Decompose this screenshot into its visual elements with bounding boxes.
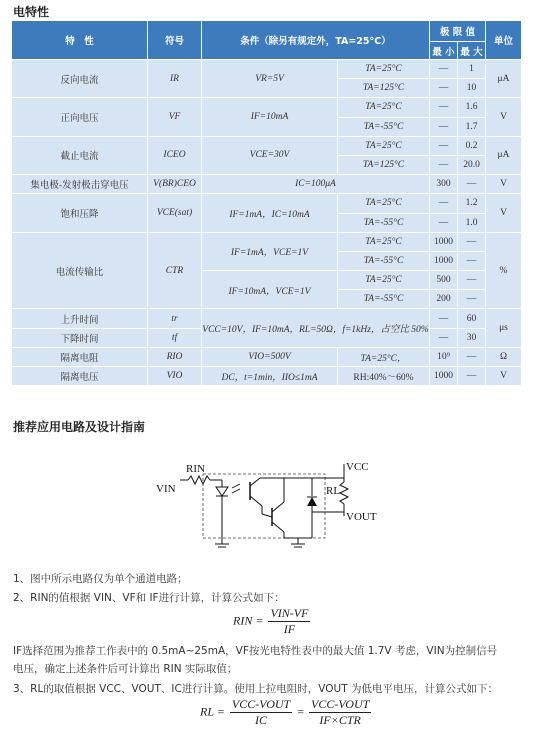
condition-cell: IF=10mA bbox=[202, 98, 338, 136]
param-cell: 隔离电阻 bbox=[12, 347, 148, 366]
min-cell: — bbox=[430, 328, 458, 347]
table-row bbox=[12, 175, 522, 194]
diode-icon bbox=[307, 497, 317, 506]
condition-cell: IC=100μA bbox=[202, 175, 430, 194]
vcc-label: VCC bbox=[346, 461, 369, 473]
min-cell: — bbox=[430, 79, 458, 98]
min-cell: — bbox=[430, 309, 458, 328]
unit-cell: V bbox=[486, 98, 522, 136]
formula-rin-lhs: RIN = bbox=[233, 613, 264, 628]
unit-cell: μA bbox=[486, 60, 522, 98]
max-cell: 60 bbox=[458, 309, 486, 328]
max-cell: 20.0 bbox=[458, 155, 486, 174]
formula-rl-equals: = bbox=[297, 704, 304, 719]
max-cell: 1.0 bbox=[458, 213, 486, 232]
max-cell: 0.2 bbox=[458, 136, 486, 155]
formula-rl-numerator-1: VCC-VOUT bbox=[231, 697, 291, 711]
unit-cell: μA bbox=[486, 136, 522, 174]
vin-label: VIN bbox=[156, 483, 176, 495]
param-cell: 饱和压降 bbox=[12, 194, 148, 232]
table-row bbox=[12, 194, 522, 213]
min-cell: — bbox=[430, 136, 458, 155]
rl-label: RL bbox=[326, 485, 341, 497]
max-cell: 1.7 bbox=[458, 117, 486, 136]
condition-cell: DC，t=1min，IIO≤1mA bbox=[202, 367, 338, 386]
temp-cell: TA=-55°C bbox=[338, 117, 430, 136]
param-cell: 反向电流 bbox=[12, 60, 148, 98]
min-cell: 200 bbox=[430, 290, 458, 309]
param-cell: 上升时间 bbox=[12, 309, 148, 328]
table-row bbox=[12, 98, 522, 117]
condition-cell: IF=1mA，VCE=1V bbox=[202, 232, 338, 270]
section-title-electrical: 电特性 bbox=[13, 5, 50, 19]
header-max: 最 大 bbox=[458, 42, 486, 60]
table-row bbox=[12, 309, 522, 328]
condition-cell: VIO=500V bbox=[202, 347, 338, 366]
symbol-cell: IR bbox=[148, 60, 202, 98]
temp-cell: TA=25°C bbox=[338, 136, 430, 155]
min-cell: — bbox=[430, 194, 458, 213]
formula-rin-denominator: IF bbox=[283, 622, 296, 636]
symbol-cell: VF bbox=[148, 98, 202, 136]
symbol-cell: VIO bbox=[148, 367, 202, 386]
max-cell: — bbox=[458, 367, 486, 386]
table-row bbox=[12, 60, 522, 79]
min-cell: 1000 bbox=[430, 232, 458, 251]
max-cell: 1.6 bbox=[458, 98, 486, 117]
max-cell: — bbox=[458, 251, 486, 270]
formula-rl-denominator-2: IF×CTR bbox=[319, 713, 361, 727]
condition-cell: IF=10mA，VCE=1V bbox=[202, 271, 338, 309]
temp-cell: TA=25°C bbox=[338, 271, 430, 290]
condition-cell: VCC=10V，IF=10mA，RL=50Ω，f=1kHz，占空比 50% bbox=[202, 309, 430, 347]
header-limits: 极 限 值 bbox=[430, 21, 486, 42]
temp-cell: TA=25°C bbox=[338, 232, 430, 251]
header-conditions: 条件（除另有规定外，TA=25°C） bbox=[202, 21, 430, 60]
unit-cell: μs bbox=[486, 309, 522, 347]
condition-cell: IF=1mA，IC=10mA bbox=[202, 194, 338, 232]
param-cell: 截止电流 bbox=[12, 136, 148, 174]
param-cell: 隔离电压 bbox=[12, 367, 148, 386]
temp-cell: TA=125°C bbox=[338, 155, 430, 174]
symbol-cell: V(BR)CEO bbox=[148, 175, 202, 194]
min-cell: — bbox=[430, 117, 458, 136]
note-4: 3、RL的取值根据 VCC、VOUT、IC进行计算。使用上拉电阻时，VOUT 为低电平电压，计算公式如下： bbox=[13, 683, 498, 695]
min-cell: 1000 bbox=[430, 251, 458, 270]
condition-cell: VCE=30V bbox=[202, 136, 338, 174]
section-title-application: 推荐应用电路及设计指南 bbox=[13, 420, 146, 434]
note-2: 2、RIN的值根据 VIN、VF和 IF进行计算，计算公式如下： bbox=[13, 592, 285, 604]
table-row bbox=[12, 347, 522, 366]
header-unit: 单位 bbox=[486, 21, 522, 60]
min-cell: 1000 bbox=[430, 367, 458, 386]
symbol-cell: VCE(sat) bbox=[148, 194, 202, 232]
note-3a: IF选择范围为推荐工作表中的 0.5mA~25mA，VF按光电特性表中的最大值 1.7V 考虑，VIN为控制信号 bbox=[13, 645, 498, 657]
condition-cell: VR=5V bbox=[202, 60, 338, 98]
rl-resistor bbox=[340, 482, 348, 504]
param-cell: 电流传输比 bbox=[12, 232, 148, 309]
symbol-cell: tr bbox=[148, 309, 202, 328]
param-cell: 下降时间 bbox=[12, 328, 148, 347]
symbol-cell: ICEO bbox=[148, 136, 202, 174]
package-outline bbox=[203, 474, 325, 538]
application-circuit-diagram bbox=[150, 454, 390, 550]
symbol-cell: tf bbox=[148, 328, 202, 347]
note-3b: 电压，确定上述条件后可计算出 RIN 实际取值； bbox=[13, 663, 238, 675]
unit-cell: V bbox=[486, 175, 522, 194]
symbol-cell: RIO bbox=[148, 347, 202, 366]
table-row bbox=[12, 136, 522, 155]
max-cell: — bbox=[458, 232, 486, 251]
formula-rin-numerator: VIN-VF bbox=[270, 606, 309, 620]
unit-cell: Ω bbox=[486, 347, 522, 366]
vout-label: VOUT bbox=[346, 511, 377, 523]
temp-cell: TA=25°C， bbox=[338, 347, 430, 366]
temp-cell: TA=25°C bbox=[338, 98, 430, 117]
min-cell: 10⁹ bbox=[430, 347, 458, 366]
header-symbol: 符号 bbox=[148, 21, 202, 60]
param-cell: 集电极-发射极击穿电压 bbox=[12, 175, 148, 194]
electrical-characteristics-table bbox=[11, 20, 522, 386]
rin-label: RIN bbox=[186, 463, 205, 475]
formula-rl-numerator-2: VCC-VOUT bbox=[310, 697, 370, 711]
max-cell: 1 bbox=[458, 60, 486, 79]
rin-resistor bbox=[188, 476, 210, 484]
temp-cell: TA=-55°C bbox=[338, 251, 430, 270]
max-cell: — bbox=[458, 175, 486, 194]
unit-cell: V bbox=[486, 367, 522, 386]
param-cell: 正向电压 bbox=[12, 98, 148, 136]
max-cell: 10 bbox=[458, 79, 486, 98]
symbol-cell: CTR bbox=[148, 232, 202, 309]
header-param: 特 性 bbox=[12, 21, 148, 60]
min-cell: — bbox=[430, 98, 458, 117]
unit-cell: V bbox=[486, 194, 522, 232]
table-row bbox=[12, 367, 522, 386]
temp-cell: TA=-55°C bbox=[338, 290, 430, 309]
unit-cell: % bbox=[486, 232, 522, 309]
temp-cell: TA=25°C bbox=[338, 194, 430, 213]
min-cell: — bbox=[430, 60, 458, 79]
max-cell: — bbox=[458, 290, 486, 309]
min-cell: — bbox=[430, 155, 458, 174]
table-row bbox=[12, 232, 522, 251]
formula-rl bbox=[200, 697, 373, 728]
led-icon bbox=[216, 487, 228, 496]
min-cell: 500 bbox=[430, 271, 458, 290]
min-cell: — bbox=[430, 213, 458, 232]
min-cell: 300 bbox=[430, 175, 458, 194]
temp-cell: TA=125°C bbox=[338, 79, 430, 98]
formula-rin bbox=[233, 606, 312, 637]
max-cell: — bbox=[458, 271, 486, 290]
max-cell: — bbox=[458, 347, 486, 366]
temp-cell: RH:40%～60% bbox=[338, 367, 430, 386]
temp-cell: TA=25°C bbox=[338, 60, 430, 79]
formula-rl-denominator-1: IC bbox=[255, 713, 268, 727]
max-cell: 1.2 bbox=[458, 194, 486, 213]
note-1: 1、图中所示电路仅为单个通道电路； bbox=[13, 573, 188, 585]
temp-cell: TA=-55°C bbox=[338, 213, 430, 232]
max-cell: 30 bbox=[458, 328, 486, 347]
header-min: 最 小 bbox=[430, 42, 458, 60]
formula-rl-lhs: RL = bbox=[200, 704, 225, 719]
